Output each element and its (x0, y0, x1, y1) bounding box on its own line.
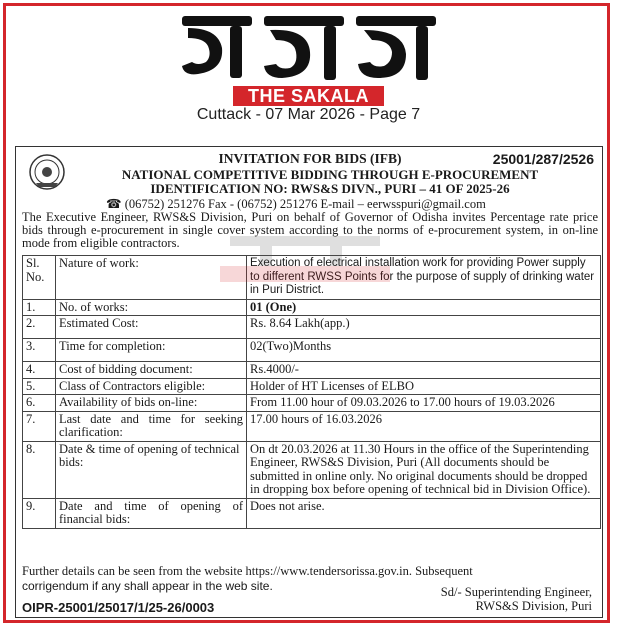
sl-cell: Sl. No. (23, 256, 56, 300)
reference-number: 25001/287/2526 (492, 151, 594, 167)
value-cell: Does not arise. (247, 498, 601, 528)
value-cell: Execution of electrical installation work for providing Power supply to different RWSS Points for the purpose of supply of drinking water in Puri District. (247, 256, 601, 300)
value-cell: Holder of HT Licenses of ELBO (247, 378, 601, 395)
value-cell: On dt 20.03.2026 at 11.30 Hours in the office of the Superintending Engineer, RWS&S Division, Puri (All documents should be submitted in online only. No original documents should be dropped in dropping box before opening of technical bid in Division Office). (247, 441, 601, 498)
tender-notice (15, 146, 603, 618)
signatory-line-2: RWS&S Division, Puri (475, 599, 592, 613)
oipr-number: OIPR-25001/25017/1/25-26/0003 (22, 600, 215, 615)
table-row (23, 339, 601, 362)
sakala-logo-art (178, 8, 440, 88)
bid-details-table (22, 255, 601, 529)
identification-number: IDENTIFICATION NO: RWS&S DIVN., PURI – 41 OF 2025-26 (150, 181, 510, 196)
table-row (23, 395, 601, 412)
value-cell: 02(Two)Months (247, 339, 601, 362)
masthead (0, 8, 617, 93)
table-row (23, 411, 601, 441)
sl-cell: 2. (23, 316, 56, 339)
label-cell: No. of works: (56, 299, 247, 316)
value-cell: From 11.00 hour of 09.03.2026 to 17.00 hours of 19.03.2026 (247, 395, 601, 412)
intro-paragraph: The Executive Engineer, RWS&S Division, Puri on behalf of Governor of Odisha invites Percentage rate price bids through e-procurement in single cover system according to the norms of e-procurement system, in on-line mode from eligible contractors. (22, 210, 598, 250)
dateline: Cuttack - 07 Mar 2026 - Page 7 (196, 106, 421, 123)
label-cell: Nature of work: (56, 256, 247, 300)
sl-cell: 7. (23, 411, 56, 441)
table-row (23, 362, 601, 379)
label-cell: Estimated Cost: (56, 316, 247, 339)
sl-cell: 4. (23, 362, 56, 379)
sl-cell: 8. (23, 441, 56, 498)
signatory-line-1: Sd/- Superintending Engineer, (440, 585, 592, 599)
value-cell: Rs. 8.64 Lakh(app.) (247, 316, 601, 339)
sl-cell: 3. (23, 339, 56, 362)
sakala-logo (178, 8, 440, 88)
table-row (23, 299, 601, 316)
table-row (23, 498, 601, 528)
website-note: Further details can be seen from the website https://www.tendersorissa.gov.in. Subsequent (22, 564, 473, 578)
sl-cell: 1. (23, 299, 56, 316)
label-cell: Cost of bidding document: (56, 362, 247, 379)
label-cell: Date and time of opening of financial bids: (56, 498, 247, 528)
sl-cell: 9. (23, 498, 56, 528)
table-row (23, 316, 601, 339)
label-cell: Class of Contractors eligible: (56, 378, 247, 395)
sl-cell: 5. (23, 378, 56, 395)
value-cell: Rs.4000/- (247, 362, 601, 379)
brand-bar: THE SAKALA (233, 86, 384, 106)
notice-title: INVITATION FOR BIDS (IFB) (218, 151, 402, 166)
table-row (23, 378, 601, 395)
label-cell: Last date and time for seeking clarification: (56, 411, 247, 441)
sl-cell: 6. (23, 395, 56, 412)
label-cell: Availability of bids on-line: (56, 395, 247, 412)
table-row (23, 441, 601, 498)
label-cell: Date & time of opening of technical bids: (56, 441, 247, 498)
signatory-block (441, 585, 592, 613)
corrigendum-note: corrigendum if any shall appear in the web site. (22, 579, 273, 593)
sakala-watermark-icon (200, 232, 410, 292)
notice-subtitle: NATIONAL COMPETITIVE BIDDING THROUGH E-PROCUREMENT (121, 167, 539, 182)
label-cell: Time for completion: (56, 339, 247, 362)
contact-line: ☎ (06752) 251276 Fax - (06752) 251276 E-mail – eerwsspuri@gmail.com (106, 197, 486, 211)
value-cell: 17.00 hours of 16.03.2026 (247, 411, 601, 441)
value-cell: 01 (One) (247, 299, 601, 316)
